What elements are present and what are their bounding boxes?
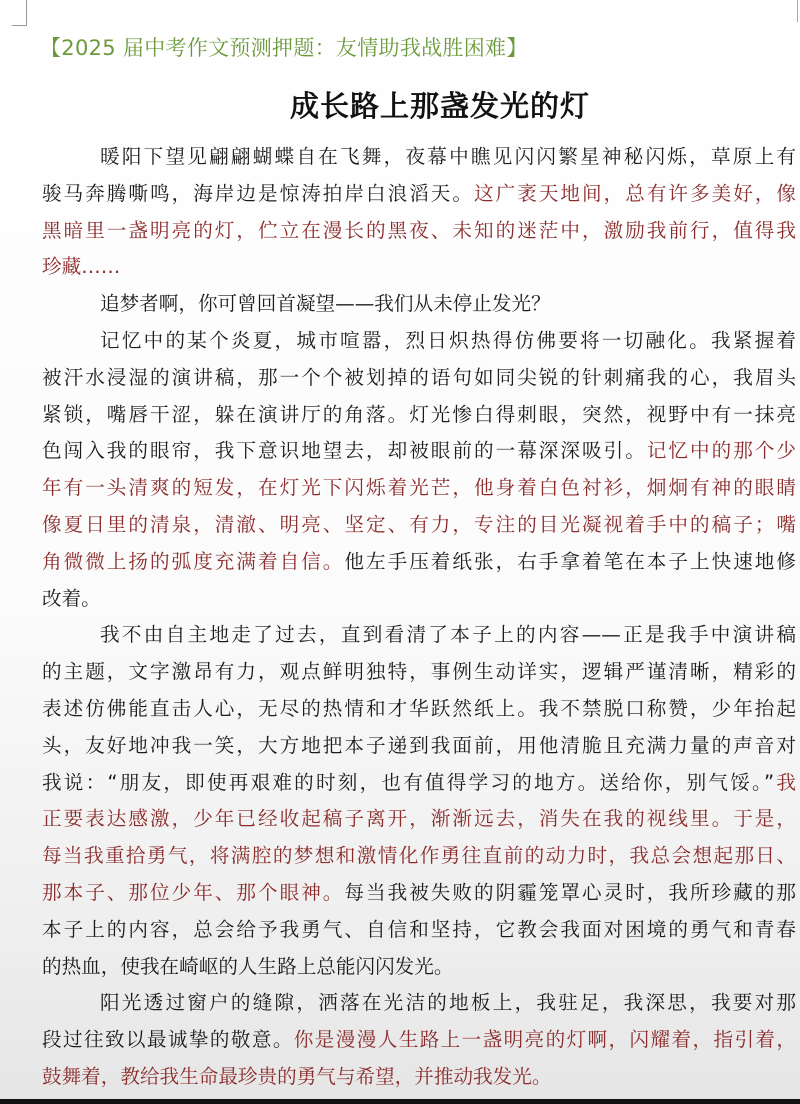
page-corner-mark [26,0,27,26]
body-text: 阳光透过窗户的缝隙，洒落在光洁的地板上，我驻足，我深思，我要对那 [100,991,796,1015]
bottom-bar [0,1099,800,1104]
paragraph [42,286,796,323]
body-text: 骏马奔腾嘶鸣，海岸边是惊涛拍岸白浪滔天。 [42,181,475,205]
highlighted-text: 每当我重拾勇气，将满腔的梦想和激情化作勇往直前的动力时，我总会想起那日、 [42,844,796,868]
text-line [42,912,796,949]
text-line [42,654,796,691]
page-corner-mark [12,25,27,26]
body-text: 色闯入我的眼帘，我下意识地望去，却被眼前的一幕深深吸引。 [42,439,647,463]
paragraph [42,323,796,617]
body-text: 我不由自主地走了过去，直到看清了本子上的内容——正是我手中演讲稿 [100,623,796,647]
body-text: 本子上的内容，总会给予我勇气、自信和坚持，它教会我面对困境的勇气和青春 [42,917,796,941]
body-text: 表述仿佛能直击人心，无尽的热情和才华跃然纸上。我不禁脱口称赞，少年抬起 [42,696,796,720]
body-text: 紧锁，嘴唇干涩，躲在演讲厅的角落。灯光惨白得刺眼，突然，视野中有一抹亮 [42,402,796,426]
paragraph [42,985,796,1095]
highlighted-text: 黑暗里一盏明亮的灯，伫立在漫长的黑夜、未知的迷茫中，激励我前行，值得我 [42,218,796,242]
highlighted-text: 珍藏…… [42,255,121,279]
paragraph [42,617,796,985]
text-line [42,544,796,581]
text-line [42,728,796,765]
text-line [42,507,796,544]
text-line [42,286,796,323]
body-text: 他左手压着纸张，右手拿着笔在本子上快速地修 [344,549,797,573]
highlighted-text: 正要表达感激，少年已经收起稿子离开，渐渐远去，消失在我的视线里。于是， [42,807,796,831]
body-text: 的主题，文字激昂有力，观点鲜明独特，事例生动详实，逻辑严谨清晰，精彩的 [42,660,796,684]
text-line [42,1059,796,1096]
text-line [42,617,796,654]
highlighted-text: 年有一头清爽的短发，在灯光下闪烁着光芒，他身着白色衬衫，炯炯有神的眼睛 [42,476,796,500]
body-text: 的热血，使我在崎岖的人生路上总能闪闪发光。 [42,954,454,978]
highlighted-text: 角微微上扬的弧度充满着自信。 [42,549,345,573]
highlighted-text: 鼓舞着，教给我生命最珍贵的勇气与希望，并推动我发光。 [42,1064,552,1088]
highlighted-text: 这广袤天地间，总有许多美好，像 [474,181,797,205]
text-line [42,801,796,838]
text-line [42,139,796,176]
body-text: 追梦者啊，你可曾回首凝望——我们从未停止发光？ [100,292,551,316]
essay-body [42,139,796,1096]
body-text: 改着。 [42,586,101,610]
text-line [42,397,796,434]
text-line [42,1022,796,1059]
text-line [42,249,796,286]
text-line [42,323,796,360]
body-text: 头，友好地冲我一笑，大方地把本子递到我面前，用他清脆且充满力量的声音对 [42,733,796,757]
highlighted-text: 那本子、那位少年、那个眼神。 [42,880,345,904]
text-line [42,176,796,213]
body-text: 每当我被失败的阴霾笼罩心灵时，我所珍藏的那 [344,880,797,904]
essay-topic-header: 【2025 届中考作文预测押题：友情助我战胜困难】 [40,36,528,60]
text-line [42,949,796,986]
highlighted-text: 像夏日里的清泉，清澈、明亮、坚定、有力，专注的目光凝视着手中的稿子；嘴 [42,512,796,536]
paragraph [42,139,796,286]
highlighted-text: 记忆中的那个少 [646,439,797,463]
text-line [42,470,796,507]
essay-title: 成长路上那盏发光的灯 [289,89,590,123]
body-text: 暖阳下望见翩翩蝴蝶自在飞舞，夜幕中瞧见闪闪繁星神秘闪烁，草原上有 [100,145,796,168]
body-text: 记忆中的某个炎夏，城市喧嚣，烈日炽热得仿佛要将一切融化。我紧握着 [100,328,796,352]
body-text: 被汗水浸湿的演讲稿，那一个个被划掉的语句如同尖锐的针刺痛我的心，我眉头 [42,365,796,389]
text-line [42,213,796,250]
highlighted-text: 你是漫漫人生路上一盏明亮的灯啊，闪耀着，指引着， [293,1028,796,1052]
text-line [42,985,796,1022]
text-line [42,691,796,728]
text-line [42,433,796,470]
text-line [42,360,796,397]
body-text: 段过往致以最诚挚的敬意。 [42,1028,294,1052]
body-text: 我说：“朋友，即使再艰难的时刻，也有值得学习的地方。送给你，别气馁。” [42,770,775,794]
text-line [42,875,796,912]
text-line [42,838,796,875]
text-line [42,765,796,802]
highlighted-text: 我 [774,770,796,794]
page-edge-mark [797,0,798,22]
text-line [42,581,796,618]
